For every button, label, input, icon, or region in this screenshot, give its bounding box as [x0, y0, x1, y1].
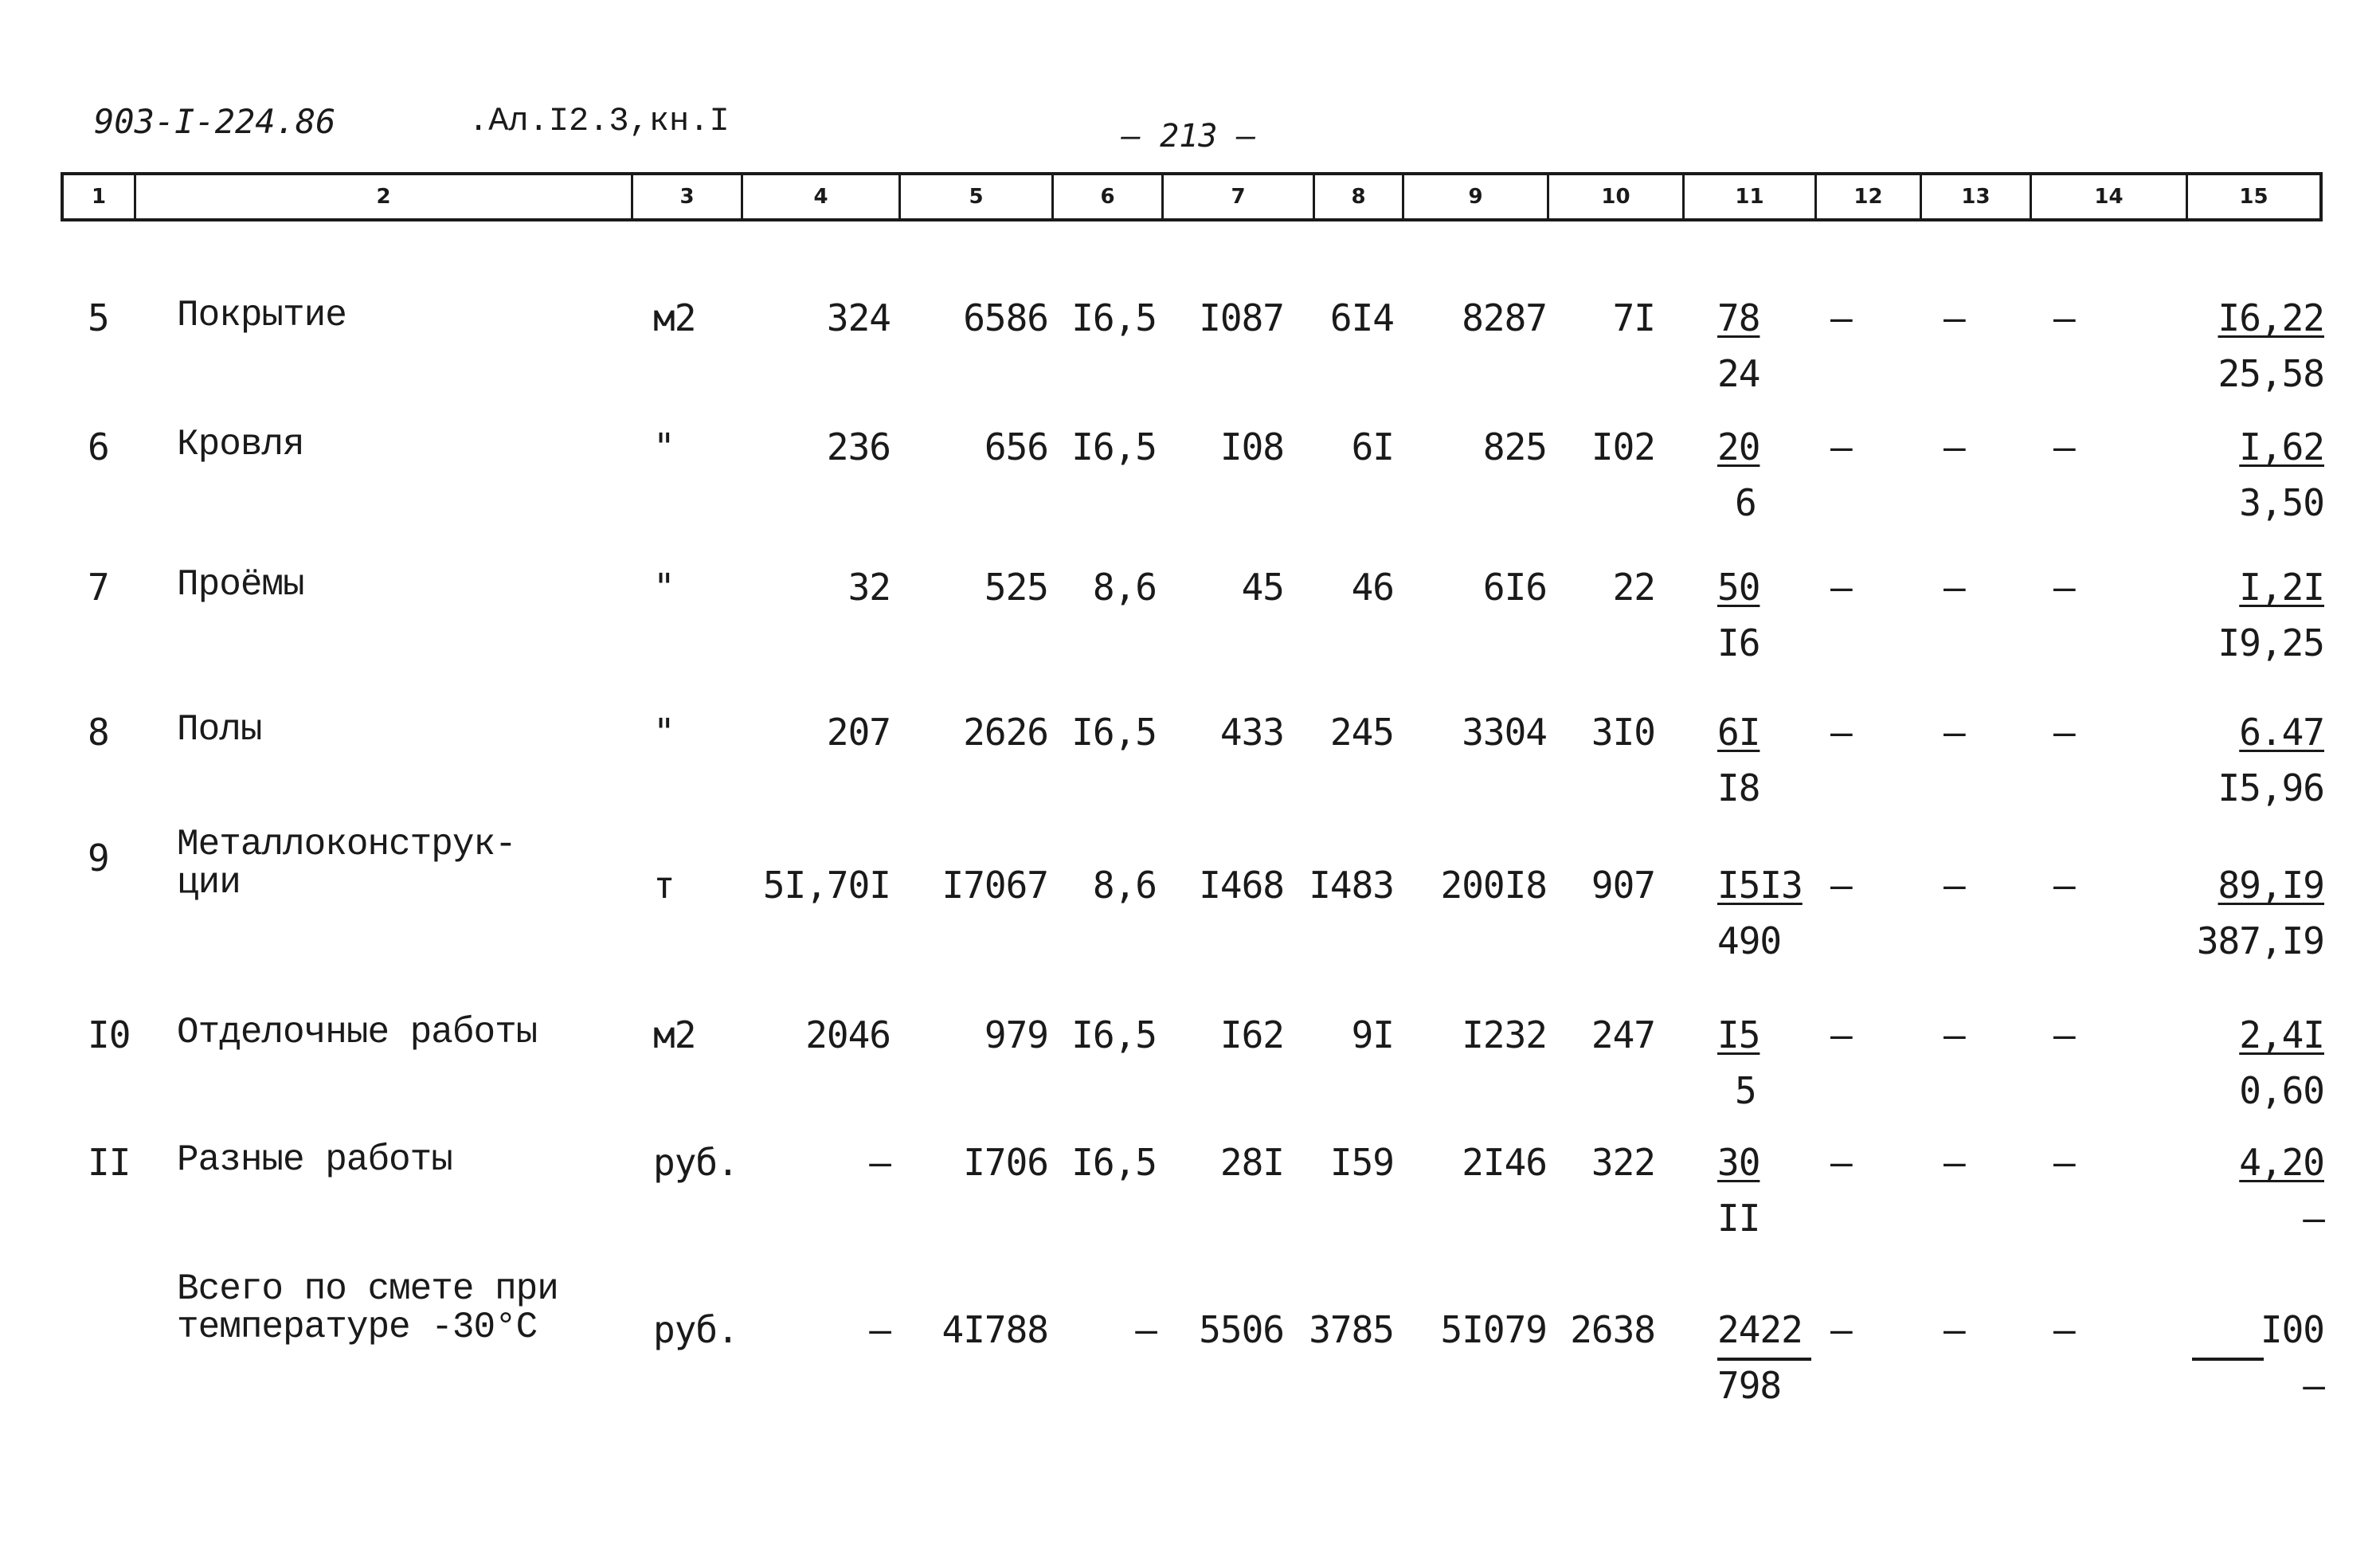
- value-col-7: I62: [1219, 1013, 1284, 1056]
- value-col-12: –: [1830, 425, 1852, 468]
- value-col-12: –: [1830, 1141, 1852, 1184]
- row-number: 9: [88, 837, 109, 880]
- value-col-6: I6,5: [1071, 425, 1157, 468]
- value-col-11-top: 50: [1717, 566, 1760, 609]
- unit: ": [653, 711, 675, 754]
- value-col-9: I232: [1462, 1013, 1547, 1056]
- unit: руб.: [653, 1141, 738, 1184]
- item-name: Кровля: [177, 424, 304, 465]
- value-col-5: 2626: [963, 711, 1048, 754]
- value-col-10: 247: [1591, 1013, 1655, 1056]
- value-col-6: I6,5: [1071, 1013, 1157, 1056]
- value-col-5: 6586: [963, 296, 1048, 339]
- value-col-8: 3785: [1309, 1308, 1394, 1351]
- column-header-15: 15: [2186, 175, 2319, 218]
- value-col-4: 236: [826, 425, 891, 468]
- value-col-11-bottom: II: [1717, 1197, 1760, 1240]
- value-col-11-bottom: 6: [1735, 481, 1756, 524]
- value-col-11-top: 2422: [1717, 1308, 1803, 1351]
- value-col-6: I6,5: [1071, 1141, 1157, 1184]
- value-col-14: –: [2053, 1308, 2075, 1351]
- value-col-5: I706: [963, 1141, 1048, 1184]
- value-col-11-bottom: 24: [1717, 352, 1760, 395]
- value-col-15-top: I00: [2260, 1308, 2324, 1351]
- value-col-13: –: [1944, 566, 1965, 609]
- column-header-2: 2: [134, 175, 631, 218]
- value-col-4: 2046: [805, 1013, 891, 1056]
- unit: т: [653, 864, 675, 907]
- column-number-header: [61, 172, 2323, 221]
- item-name-line2: температуре -30°С: [177, 1307, 538, 1348]
- value-col-8: 46: [1351, 566, 1394, 609]
- item-name: Проёмы: [177, 564, 304, 605]
- value-col-15-top: I,2I: [2239, 566, 2324, 609]
- column-header-7: 7: [1161, 175, 1313, 218]
- value-col-15-bottom: 3,50: [2239, 481, 2324, 524]
- value-col-11-top: 30: [1717, 1141, 1760, 1184]
- value-col-14: –: [2053, 1013, 2075, 1056]
- item-name: Полы: [177, 709, 262, 750]
- value-col-12: –: [1830, 711, 1852, 754]
- value-col-11-top: 78: [1717, 296, 1760, 339]
- column-header-4: 4: [741, 175, 898, 218]
- value-col-7: 433: [1219, 711, 1284, 754]
- value-col-14: –: [2053, 566, 2075, 609]
- value-col-5: I7067: [941, 864, 1048, 907]
- value-col-8: 245: [1329, 711, 1394, 754]
- value-col-14: –: [2053, 864, 2075, 907]
- value-col-11-bottom: 490: [1717, 919, 1782, 962]
- value-col-10: 22: [1612, 566, 1655, 609]
- value-col-5: 525: [984, 566, 1048, 609]
- row-number: 7: [88, 566, 109, 609]
- value-col-5: 979: [984, 1013, 1048, 1056]
- value-col-7: 5506: [1199, 1308, 1284, 1351]
- value-col-15-bottom: I9,25: [2218, 621, 2324, 664]
- value-col-15-top: 4,20: [2239, 1141, 2324, 1184]
- value-col-12: –: [1830, 1308, 1852, 1351]
- value-col-7: 45: [1241, 566, 1284, 609]
- value-col-10: 3I0: [1591, 711, 1655, 754]
- value-col-15-bottom: 387,I9: [2196, 919, 2324, 962]
- value-col-10: 322: [1591, 1141, 1655, 1184]
- value-col-12: –: [1830, 566, 1852, 609]
- row-number: 5: [88, 296, 109, 339]
- value-col-13: –: [1944, 864, 1965, 907]
- value-col-9: 5I079: [1440, 1308, 1547, 1351]
- value-col-10: 907: [1591, 864, 1655, 907]
- value-col-11-bottom: I6: [1717, 621, 1760, 664]
- value-col-4: 324: [826, 296, 891, 339]
- value-col-4: –: [869, 1308, 891, 1351]
- value-col-12: –: [1830, 296, 1852, 339]
- value-col-9: 3304: [1462, 711, 1547, 754]
- value-col-12: –: [1830, 864, 1852, 907]
- value-col-9: 8287: [1462, 296, 1547, 339]
- column-header-8: 8: [1313, 175, 1402, 218]
- value-col-7: I468: [1199, 864, 1284, 907]
- value-col-15-top: I6,22: [2218, 296, 2324, 339]
- value-col-10: 2638: [1570, 1308, 1655, 1351]
- value-col-9: 6I6: [1482, 566, 1547, 609]
- value-col-9: 825: [1482, 425, 1547, 468]
- value-col-4: 207: [826, 711, 891, 754]
- item-name: Металлоконструк-: [177, 824, 516, 865]
- value-col-11-bottom: I8: [1717, 766, 1760, 809]
- value-col-6: 8,6: [1092, 566, 1157, 609]
- unit: ": [653, 425, 675, 468]
- value-col-7: I08: [1219, 425, 1284, 468]
- unit: руб.: [653, 1308, 738, 1351]
- unit: м2: [653, 296, 696, 339]
- value-col-12: –: [1830, 1013, 1852, 1056]
- value-col-15-bottom: –: [2303, 1364, 2324, 1407]
- item-name-line2: ции: [177, 862, 241, 903]
- column-header-12: 12: [1814, 175, 1920, 218]
- album-reference: .Ал.I2.3,кн.I: [468, 102, 730, 140]
- value-col-6: I6,5: [1071, 296, 1157, 339]
- value-col-10: I02: [1591, 425, 1655, 468]
- item-name: Всего по смете при: [177, 1268, 558, 1310]
- item-name: Отделочные работы: [177, 1012, 538, 1053]
- value-col-4: 32: [847, 566, 891, 609]
- value-col-13: –: [1944, 1308, 1965, 1351]
- value-col-14: –: [2053, 296, 2075, 339]
- value-col-8: 9I: [1351, 1013, 1394, 1056]
- column-header-1: 1: [91, 185, 107, 209]
- value-col-11-top: 6I: [1717, 711, 1760, 754]
- row-number: 8: [88, 711, 109, 754]
- value-col-15-bottom: 0,60: [2239, 1069, 2324, 1112]
- value-col-7: I087: [1199, 296, 1284, 339]
- value-col-6: –: [1135, 1308, 1157, 1351]
- column-header-11: 11: [1682, 175, 1814, 218]
- value-col-4: 5I,70I: [762, 864, 891, 907]
- column-header-14: 14: [2030, 175, 2186, 218]
- column-header-9: 9: [1402, 175, 1547, 218]
- item-name: Разные работы: [177, 1139, 452, 1181]
- value-col-8: 6I: [1351, 425, 1394, 468]
- value-col-15-top: I,62: [2239, 425, 2324, 468]
- unit: м2: [653, 1013, 696, 1056]
- value-col-11-top: I5I3: [1717, 864, 1803, 907]
- column-header-6: 6: [1051, 175, 1161, 218]
- value-col-11-bottom: 798: [1717, 1364, 1782, 1407]
- value-col-5: 4I788: [941, 1308, 1048, 1351]
- value-col-15-top: 6.47: [2239, 711, 2324, 754]
- value-col-10: 7I: [1612, 296, 1655, 339]
- value-col-8: I483: [1309, 864, 1394, 907]
- value-col-4: –: [869, 1141, 891, 1184]
- page-number: — 213 —: [1121, 118, 1256, 155]
- column-header-3: 3: [631, 175, 741, 218]
- value-col-14: –: [2053, 711, 2075, 754]
- fraction-rule: [1717, 1358, 1811, 1361]
- column-header-13: 13: [1920, 175, 2030, 218]
- column-header-10: 10: [1547, 175, 1682, 218]
- row-number: II: [88, 1141, 131, 1184]
- value-col-11-bottom: 5: [1735, 1069, 1756, 1112]
- value-col-13: –: [1944, 296, 1965, 339]
- value-col-9: 2I46: [1462, 1141, 1547, 1184]
- value-col-9: 200I8: [1440, 864, 1547, 907]
- document-code: 903-I-224.86: [94, 102, 336, 141]
- value-col-15-bottom: 25,58: [2218, 352, 2324, 395]
- value-col-14: –: [2053, 425, 2075, 468]
- row-number: I0: [88, 1013, 131, 1056]
- value-col-5: 656: [984, 425, 1048, 468]
- column-header-5: 5: [898, 175, 1051, 218]
- value-col-8: I59: [1329, 1141, 1394, 1184]
- value-col-13: –: [1944, 1141, 1965, 1184]
- unit: ": [653, 566, 675, 609]
- value-col-11-top: 20: [1717, 425, 1760, 468]
- value-col-13: –: [1944, 425, 1965, 468]
- row-number: 6: [88, 425, 109, 468]
- value-col-15-top: 89,I9: [2218, 864, 2324, 907]
- value-col-8: 6I4: [1329, 296, 1394, 339]
- value-col-6: I6,5: [1071, 711, 1157, 754]
- value-col-15-bottom: –: [2303, 1197, 2324, 1240]
- value-col-11-top: I5: [1717, 1013, 1760, 1056]
- value-col-15-bottom: I5,96: [2218, 766, 2324, 809]
- value-col-14: –: [2053, 1141, 2075, 1184]
- value-col-13: –: [1944, 1013, 1965, 1056]
- fraction-rule: [2192, 1358, 2264, 1361]
- value-col-13: –: [1944, 711, 1965, 754]
- value-col-7: 28I: [1219, 1141, 1284, 1184]
- value-col-6: 8,6: [1092, 864, 1157, 907]
- item-name: Покрытие: [177, 295, 346, 336]
- value-col-15-top: 2,4I: [2239, 1013, 2324, 1056]
